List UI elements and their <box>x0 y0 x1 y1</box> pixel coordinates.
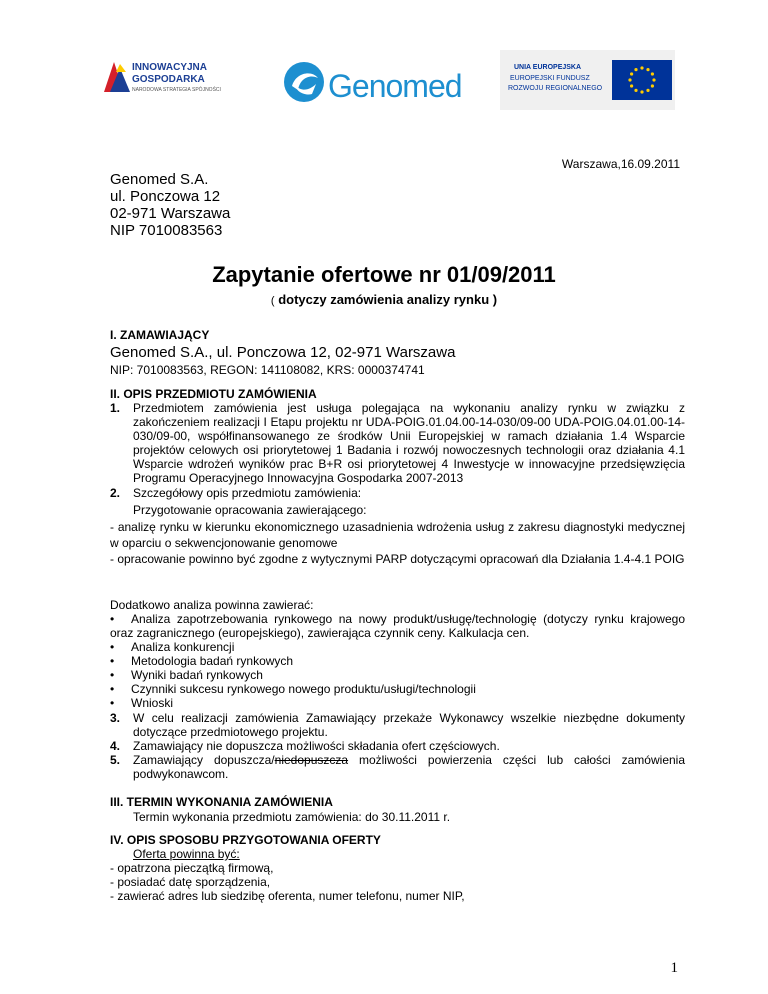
innowacyjna-gospodarka-logo <box>100 58 240 98</box>
section4-line: - opatrzona pieczątką firmową, <box>110 861 274 875</box>
bullet-item: Analiza konkurencji <box>131 640 235 654</box>
item3-number: 3. <box>110 711 121 725</box>
section1-heading: I. ZAMAWIAJĄCY <box>110 328 210 342</box>
section1-name: Genomed S.A., ul. Ponczowa 12, 02-971 Warszawa <box>110 344 456 361</box>
address-line4: NIP 7010083563 <box>110 222 223 239</box>
section4-heading: IV. OPIS SPOSOBU PRZYGOTOWANIA OFERTY <box>110 833 381 847</box>
document-date: Warszawa,16.09.2011 <box>561 157 680 171</box>
section1-ids: NIP: 7010083563, REGON: 141108082, KRS: 0000374741 <box>110 363 425 377</box>
subtitle-open-paren: ( <box>270 295 275 307</box>
item5-part-b: możliwości powierzenia części lub całości zamówienia podwykonawcom. <box>133 753 686 781</box>
ig-line3: NARODOWA STRATEGIA SPÓJNOŚCI <box>132 87 221 93</box>
bullet-marker: • <box>110 612 115 626</box>
item4-text: Zamawiający nie dopuszcza możliwości składania ofert częściowych. <box>133 739 500 753</box>
item2-text: Szczegółowy opis przedmiotu zamówienia: <box>133 486 362 500</box>
bullet-marker: • <box>110 640 115 654</box>
ue-line2: EUROPEJSKI FUNDUSZ <box>510 75 590 82</box>
dash1-text: - analizę rynku w kierunku ekonomicznego uzasadnienia wdrożenia usług z zakresu diagnostyki medycznej w oparciu o sekwencjonowanie genomowe <box>110 520 685 550</box>
address-line2: ul. Ponczowa 12 <box>110 188 221 205</box>
section3-heading: III. TERMIN WYKONANIA ZAMÓWIENIA <box>110 795 333 809</box>
additional-intro: Dodatkowo analiza powinna zawierać: <box>110 598 314 612</box>
ig-line1: INNOWACYJNA <box>132 62 208 73</box>
ue-line3: ROZWOJU REGIONALNEGO <box>508 85 603 92</box>
address-line1: Genomed S.A. <box>110 171 209 188</box>
document-subtitle <box>0 292 768 307</box>
section4-line: - zawierać adres lub siedzibę oferenta, numer telefonu, numer NIP, <box>110 889 465 903</box>
bullet-item: Wnioski <box>131 696 174 710</box>
document-title: Zapytanie ofertowe nr 01/09/2011 <box>212 262 556 287</box>
item2-number: 2. <box>110 486 121 500</box>
bullet-item: Wyniki badań rynkowych <box>131 668 263 682</box>
bullet-marker: • <box>110 668 115 682</box>
section3-text: Termin wykonania przedmiotu zamówienia: do 30.11.2011 r. <box>133 810 451 824</box>
eu-flag-icon <box>612 60 672 100</box>
genomed-logo <box>282 54 462 114</box>
genomed-swirl-icon <box>282 60 332 110</box>
sender-address <box>110 171 230 239</box>
item3-text: W celu realizacji zamówienia Zamawiający przekaże Wykonawcy wszelkie niezbędne dokumenty dotyczące przedmiotowego projektu. <box>133 711 685 739</box>
prep-text: Przygotowanie opracowania zawierającego: <box>133 503 367 517</box>
item1-number: 1. <box>110 401 121 415</box>
page-number: 1 <box>670 960 678 976</box>
bullet-marker: • <box>110 696 115 710</box>
item5-struck: niedopuszcza <box>274 753 349 767</box>
item5-text <box>133 753 685 781</box>
section4-line: - posiadać datę sporządzenia, <box>110 875 271 889</box>
ig-line2: GOSPODARKA <box>132 74 205 85</box>
bullet-item: Analiza zapotrzebowania rynkowego na nowy produkt/usługę/technologię (dotyczy rynku krajowego oraz zagranicznego (europejskiego), zawierająca czynnik ceny. Kalkulacja cen. <box>110 612 685 640</box>
item5-number: 5. <box>110 753 121 767</box>
item1-text: Przedmiotem zamówienia jest usługa polegająca na wykonaniu analizy rynku w związku z zakończeniem realizacji I Etapu projektu nr UDA-POIG.01.04.00-14-030/09-00 UDA-POIG.04.01.00-14-030/09-00, współfinansowanego ze środków Unii Europejskiej w ramach działania 1.4 Wsparcie projektów celowych osi priorytetowej 1 Badania i rozwój nowoczesnych technologii oraz działania 4.1 Wsparcie wdrożeń wyników prac B+R osi priorytetowej 4 Inwestycje w innowacyjne przedsięwzięcia Programu Operacyjnego Innowacyjna Gospodarka 2007-2013 <box>133 401 685 485</box>
eu-fund-logo <box>500 50 675 110</box>
header-logos <box>0 40 768 115</box>
item4-number: 4. <box>110 739 121 753</box>
bullet-item: Czynniki sukcesu rynkowego nowego produktu/usługi/technologii <box>131 682 476 696</box>
bullet-item: Metodologia badań rynkowych <box>131 654 294 668</box>
genomed-wordmark: Genomed <box>328 68 462 104</box>
bullet-marker: • <box>110 682 115 696</box>
subtitle-text: dotyczy zamówienia analizy rynku ) <box>274 292 498 307</box>
dash2-text: - opracowanie powinno być zgodne z wytycznymi PARP dotyczącymi opracowań dla Działania 1.4-4.1 POIG <box>110 552 685 566</box>
bullet-marker: • <box>110 654 115 668</box>
item5-part-a: Zamawiający dopuszcza/ <box>133 753 275 767</box>
section2-heading: II. OPIS PRZEDMIOTU ZAMÓWIENIA <box>110 387 317 401</box>
ue-line1: UNIA EUROPEJSKA <box>514 64 582 71</box>
section4-underlined: Oferta powinna być: <box>133 847 240 861</box>
address-line3: 02-971 Warszawa <box>110 205 231 222</box>
